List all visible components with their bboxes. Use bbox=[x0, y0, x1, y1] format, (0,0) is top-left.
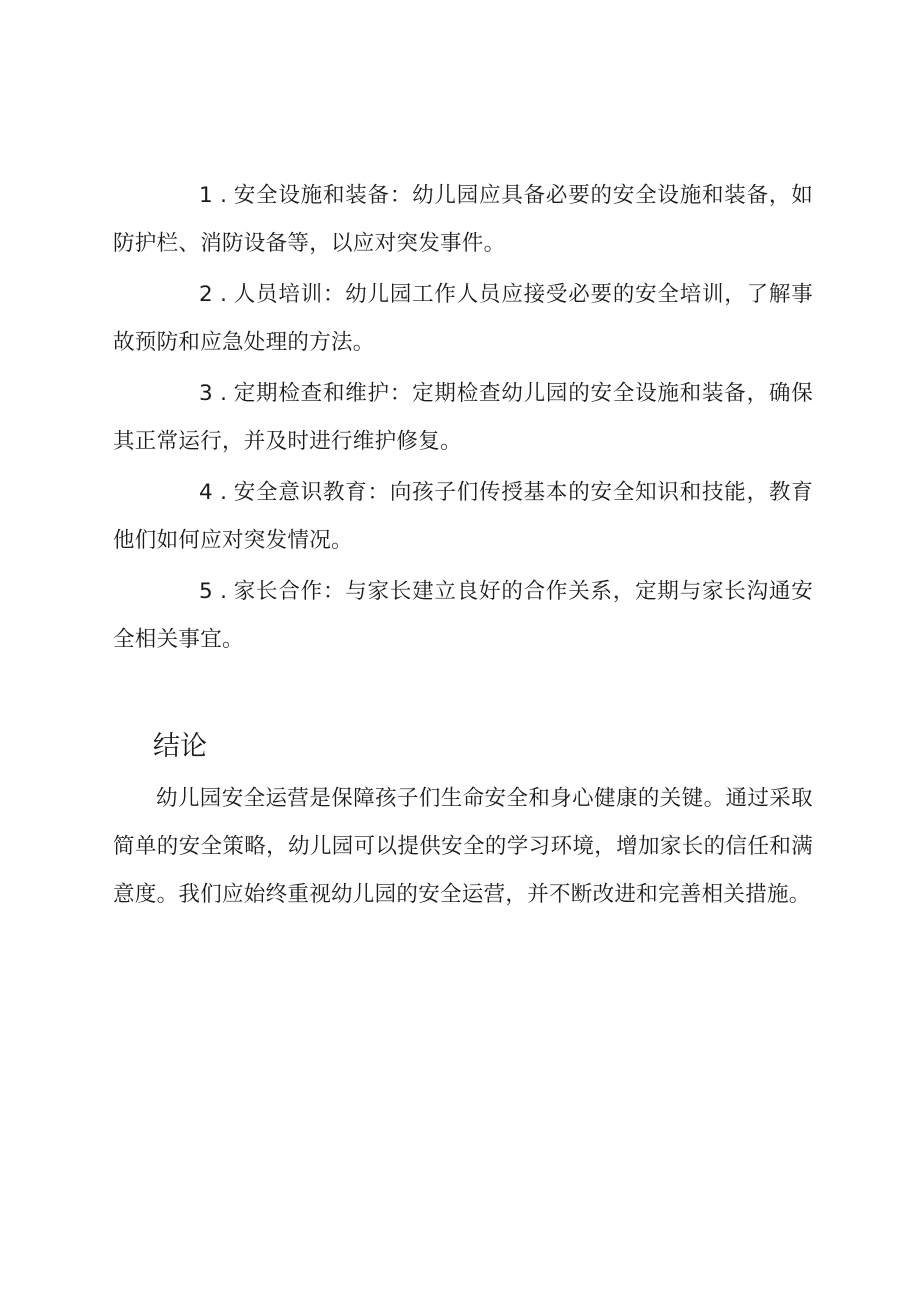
list-item-number: 3 . bbox=[199, 381, 228, 406]
safety-measures-list bbox=[113, 172, 813, 907]
list-item bbox=[113, 271, 813, 367]
list-item-text: 定期检查和维护：定期检查幼儿园的安全设施和装备，确保其正常运行，并及时进行维护修复。 bbox=[113, 381, 813, 454]
list-item-text: 安全意识教育：向孩子们传授基本的安全知识和技能，教育他们如何应对突发情况。 bbox=[113, 480, 813, 553]
list-item-number: 4 . bbox=[199, 480, 228, 505]
list-item-number: 2 . bbox=[199, 282, 228, 307]
list-item bbox=[113, 568, 813, 664]
list-item-number: 1 . bbox=[199, 183, 228, 208]
list-item-text: 人员培训：幼儿园工作人员应接受必要的安全培训，了解事故预防和应急处理的方法。 bbox=[113, 282, 813, 355]
list-item bbox=[113, 469, 813, 565]
conclusion-paragraph: 幼儿园安全运营是保障孩子们生命安全和身心健康的关键。通过采取简单的安全策略，幼儿园可以提供安全的学习环境，增加家长的信任和满意度。我们应始终重视幼儿园的安全运营，并不断改进和完善相关措施。 bbox=[113, 786, 813, 907]
list-item-text: 家长合作：与家长建立良好的合作关系，定期与家长沟通安全相关事宜。 bbox=[113, 579, 813, 652]
conclusion-section bbox=[113, 775, 813, 922]
list-item bbox=[113, 370, 813, 466]
list-item-number: 5 . bbox=[199, 579, 228, 604]
list-item bbox=[113, 172, 813, 268]
list-item-text: 安全设施和装备：幼儿园应具备必要的安全设施和装备，如防护栏、消防设备等，以应对突发事件。 bbox=[113, 183, 813, 256]
conclusion-heading: 结论 bbox=[153, 731, 207, 762]
